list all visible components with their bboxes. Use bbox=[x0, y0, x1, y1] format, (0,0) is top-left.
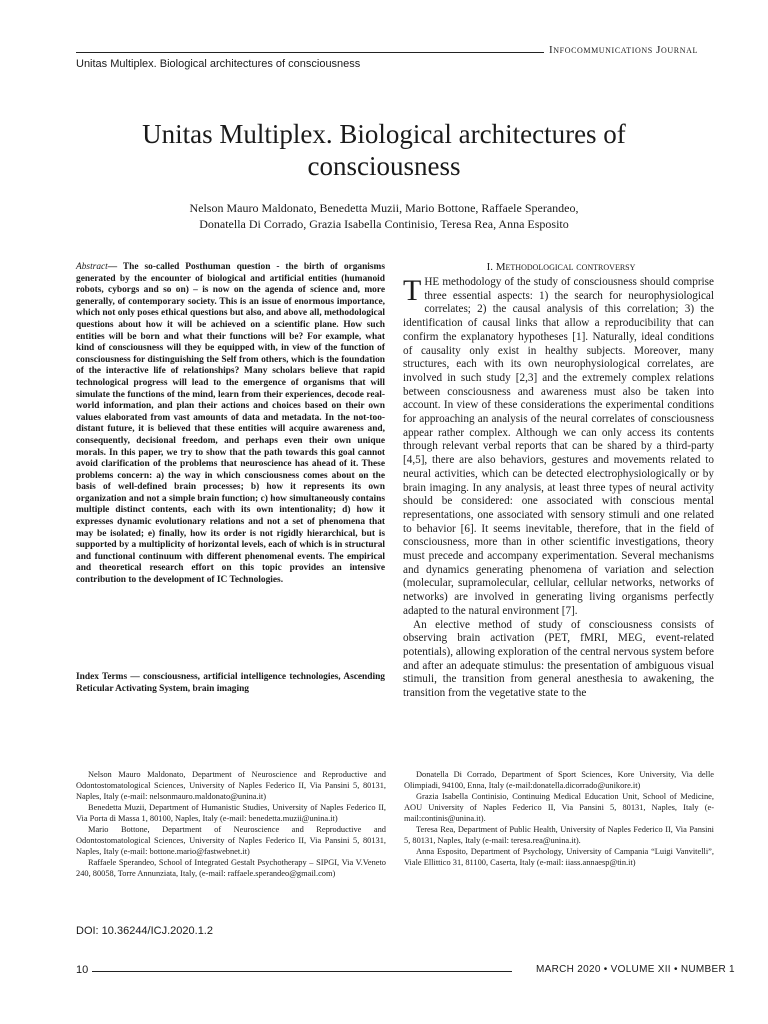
abstract-label: Abstract bbox=[76, 262, 108, 272]
section-heading: I. Methodological controversy bbox=[486, 261, 636, 273]
footnotes-right bbox=[404, 769, 714, 868]
running-title: Unitas Multiplex. Biological architectures of consciousness bbox=[76, 58, 361, 70]
footnote-sperandeo: Raffaele Sperandeo, School of Integrated Gestalt Psychotherapy – SIPGI, Via V.Veneto 240, 80058, Torre Annunziata, Italy, (e-mail: raffaele.sperandeo@gmail.com) bbox=[76, 858, 386, 878]
authors-line-2: Donatella Di Corrado, Grazia Isabella Continisio, Teresa Rea, Anna Esposito bbox=[199, 217, 569, 231]
footnote-muzii: Benedetta Muzii, Department of Humanistic Studies, University of Naples Federico II, Via Porta di Massa 1, 80100, Naples, Italy (e-mail: benedetta.muzii@unina.it) bbox=[76, 803, 386, 823]
body-text bbox=[403, 276, 714, 701]
footnotes-left bbox=[76, 769, 386, 879]
index-terms: Index Terms — consciousness, artificial intelligence technologies, Ascending Reticular Activating System, brain imaging bbox=[76, 672, 385, 694]
footnote-bottone: Mario Bottone, Department of Neuroscience and Reproductive and Odontostomatological Sciences, University of Naples Federico II, Via Pansini 5, 80131, Naples, Italy (e-mail: bottone.mario@fastwebnet.it) bbox=[76, 825, 386, 856]
footer-rule bbox=[92, 971, 512, 972]
abstract-text: — The so-called Posthuman question - the birth of organisms generated by the encounter of biological and artificial entities (humanoid robots, cyborgs and so on) – is now on the agenda of science and, more generally, of contemporary society. This is an issue of enormous importance, which not only poses ethical questions but also, and above all, methodological questions about how it will be achieved on a scientific plane. How such entities will be born and what their functions will be? For example, what kind of consciousness will they be equipped with, in view of the function of consciousness for distinguishing the Self from others, which is the foundation of the interactive life of relationships? Many scholars believe that rapid technological progress will lead to the emergence of organisms that will simulate the functions of the mind, learn from their experiences, decode real-world information, and plan their actions and choices based on their own values elaborated from vast amounts of data and metadata. In the not-too-distant future, it is believed that these entities will acquire awareness and, consequently, decisional freedom, and perhaps even their own unique morals. In this paper, we try to show that the path towards this goal cannot avoid clarification of the problems that neuroscience has ahead of it. These problems concern: a) the way in which consciousness comes about on the basis of well-defined brain processes; b) how it represents its own organization and not a simple brain function; c) how simultaneously contains multiple distinct contents, each with its own intentionality; d) how it expresses dynamic evolutionary relations and not a set of phenomena that may be isolated; e) finally, how its order is not rigidly hierarchical, but is supported by a multiplicity of horizontal levels, each of which is in structural and functional continuum with different phenomenal events. The empirical and theoretical research effort on this topic provides an intensive contribution to the development of IC Technologies. bbox=[76, 262, 385, 586]
issue-info: MARCH 2020 • VOLUME XII • NUMBER 1 bbox=[536, 964, 735, 975]
footnote-continisio: Grazia Isabella Continisio, Continuing Medical Education Unit, School of Medicine, AOU University of Naples Federico II, Via Pansini 5, 80131, Naples, Italy (e-mail:continis@unina.it). bbox=[404, 792, 714, 823]
authors-line-1: Nelson Mauro Maldonato, Benedetta Muzii, Mario Bottone, Raffaele Sperandeo, bbox=[189, 201, 579, 215]
drop-cap: T bbox=[403, 274, 422, 307]
abstract bbox=[76, 262, 385, 587]
footnote-maldonato: Nelson Mauro Maldonato, Department of Neuroscience and Reproductive and Odontostomatological Sciences, University of Naples Federico II, Via Pansini 5, 80131, Naples, Italy (e-mail: nelsonmauro.maldonato@unina.it) bbox=[76, 770, 386, 801]
authors bbox=[76, 200, 692, 232]
page-number: 10 bbox=[76, 964, 89, 976]
journal-name: Infocommunications Journal bbox=[549, 44, 698, 56]
paragraph-2: An elective method of study of consciousness consists of observing brain activation (PET, fMRI, MEG, event-related potentials), allowing exploration of the central nervous system before and after an adequate stimulus: the presentation of ambiguous visual stimuli, the transition from general anesthesia to awakening, the transition from the vegetative state to the bbox=[403, 618, 714, 700]
footnote-rea: Teresa Rea, Department of Public Health, University of Naples Federico II, Via Pansini 5, 80131, Naples, Italy (e-mail: teresa.rea@unina.it). bbox=[404, 825, 714, 845]
footnote-esposito: Anna Esposito, Department of Psychology, University of Campania “Luigi Vanvitelli”, Viale Ellittico 31, 81100, Caserta, Italy (e-mail: iiass.annaesp@tin.it) bbox=[404, 847, 714, 867]
header-rule bbox=[76, 52, 544, 53]
paper-title: Unitas Multiplex. Biological architectures of consciousness bbox=[142, 119, 626, 181]
paragraph-1-text: HE methodology of the study of consciousness should comprise three essential aspects: 1) the search for neurophysiological correlates; 2) the causal analysis of this correlation; 3) the identification of causal links that allow a reproducibility that can confirm the explanatory hypotheses [1]. Naturally, ideal conditions of causality only exist in healthy subjects. Moreover, many structures, each with its own neurophysiological correlates, are involved in such study [2,3] and the extremely complex relations between consciousness and awareness must also be taken into account. In view of these considerations the experimental conditions for approaching an analysis of the neural correlates of consciousness appear rather complex. Although we can only access its contents through relevant verbal reports that can be shared by a third-party [4,5], there are also behaviors, gestures and movements related to neural activities, which can be detected electrophysiologically or by brain imaging. In any analysis, at least three types of neural activity should be considered: one associated with conscious mental representations, one associated with sensory stimuli and one related to behavior [6]. It seems inevitable, therefore, that in the field of consciousness, more than in other scientific investigations, theory must precede and accompany experimentation. Several mechanisms and dynamics generating phenomena of variation and selection (molecular, supramolecular, cellular, cellular networks, networks of networks) are involved in generating living organisms perfectly adapted to the natural environment [7]. bbox=[403, 276, 714, 617]
doi: DOI: 10.36244/ICJ.2020.1.2 bbox=[76, 925, 213, 937]
paragraph-1 bbox=[403, 276, 714, 619]
footnote-dicorrado: Donatella Di Corrado, Department of Sport Sciences, Kore University, Via delle Olimpiadi, 94100, Enna, Italy (e-mail:donatella.dicorrado@unikore.it) bbox=[404, 770, 714, 790]
